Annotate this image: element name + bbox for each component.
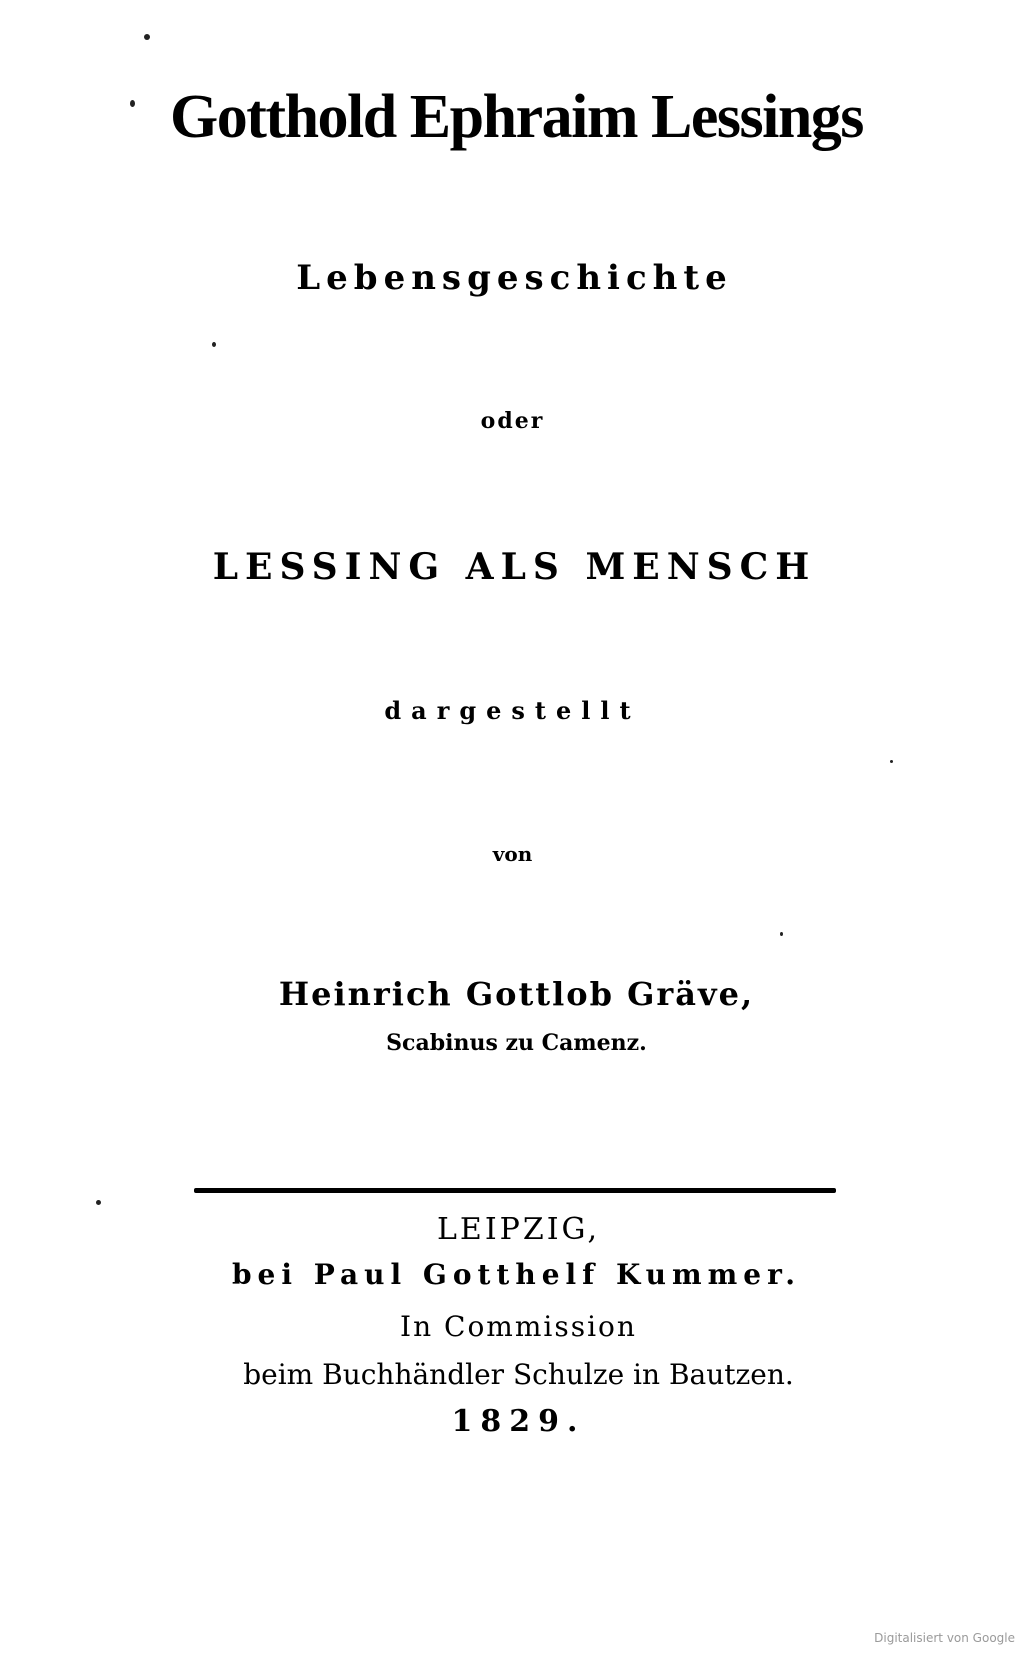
scan-speck: [96, 1200, 101, 1205]
imprint-city: LEIPZIG,: [437, 1212, 600, 1247]
author-name: Heinrich Gottlob Gräve,: [278, 975, 755, 1013]
by-text: von: [492, 842, 533, 866]
imprint-year: 1829.: [451, 1404, 586, 1439]
alternate-title: LESSING ALS MENSCH: [212, 546, 817, 588]
imprint-commission: In Commission: [400, 1310, 637, 1343]
book-title: Gotthold Ephraim Lessings: [170, 83, 863, 151]
conjunction-text: oder: [480, 408, 545, 434]
scan-speck: [780, 932, 783, 936]
imprint-publisher: bei Paul Gotthelf Kummer.: [231, 1258, 802, 1291]
scan-speck: [212, 342, 216, 347]
scan-speck: [130, 100, 135, 107]
book-subtitle: Lebensgeschichte: [296, 258, 733, 298]
scan-speck: [144, 34, 150, 40]
author-role: Scabinus zu Camenz.: [386, 1030, 647, 1056]
imprint-bookseller: beim Buchhändler Schulze in Bautzen.: [243, 1358, 794, 1391]
divider-rule: [194, 1188, 836, 1193]
digitization-watermark: Digitalisiert von Google: [874, 1631, 1015, 1645]
scan-speck: [890, 760, 893, 763]
presented-text: dargestellt: [384, 696, 641, 725]
